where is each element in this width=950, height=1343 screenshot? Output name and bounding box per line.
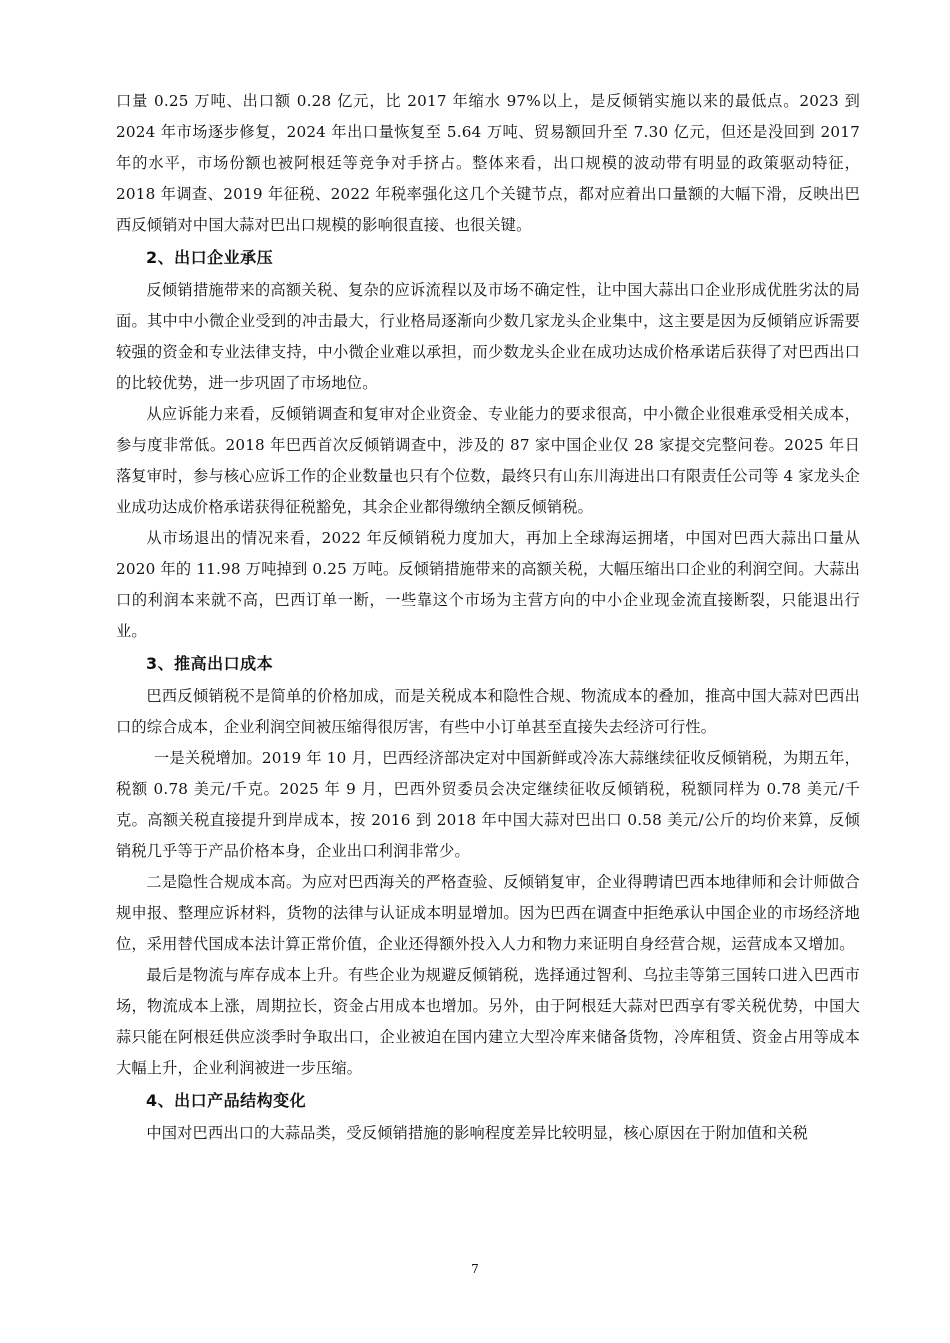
- page-number: 7: [471, 1262, 479, 1276]
- section-heading-4: 4、出口产品结构变化: [146, 1091, 307, 1110]
- section-heading-2: 2、出口企业承压: [146, 248, 274, 267]
- section-heading-3: 3、推高出口成本: [146, 654, 274, 673]
- paragraph-continued: 口量 0.25 万吨、出口额 0.28 亿元，比 2017 年缩水 97%以上，是反倾销实施以来的最低点。2023 到 2024 年市场逐步修复，2024 年出口量恢复至 5.64 万吨、贸易额回升至 7.30 亿元，但还是没回到 2017 年的水平，市场份额也被阿根廷等竞争对手挤占。整体来看，出口规模的波动带有明显的政策驱动特征，2018 年调查、2019 年征税、2022 年税率强化这几个关键节点，都对应着出口量额的大幅下滑，反映出巴西反倾销对中国大蒜对巴出口规模的影响很直接、也很关键。: [116, 92, 860, 234]
- document-body: [116, 86, 860, 1149]
- section3-paragraph-4: 最后是物流与库存成本上升。有些企业为规避反倾销税，选择通过智利、乌拉圭等第三国转口进入巴西市场，物流成本上涨，周期拉长，资金占用成本也增加。另外，由于阿根廷大蒜对巴西享有零关税优势，中国大蒜只能在阿根廷供应淡季时争取出口，企业被迫在国内建立大型冷库来储备货物，冷库租赁、资金占用等成本大幅上升，企业利润被进一步压缩。: [116, 966, 860, 1077]
- section2-paragraph-2: 从应诉能力来看，反倾销调查和复审对企业资金、专业能力的要求很高，中小微企业很难承受相关成本，参与度非常低。2018 年巴西首次反倾销调查中，涉及的 87 家中国企业仅 28 家提交完整问卷。2025 年日落复审时，参与核心应诉工作的企业数量也只有个位数，最终只有山东川海进出口有限责任公司等 4 家龙头企业成功达成价格承诺获得征税豁免，其余企业都得缴纳全额反倾销税。: [116, 405, 860, 516]
- section3-paragraph-2: 一是关税增加。2019 年 10 月，巴西经济部决定对中国新鲜或冷冻大蒜继续征收反倾销税，为期五年，税额 0.78 美元/千克。2025 年 9 月，巴西外贸委员会决定继续征收反倾销税，税额同样为 0.78 美元/千克。高额关税直接提升到岸成本，按 2016 到 2018 年中国大蒜对巴出口 0.58 美元/公斤的均价来算，反倾销税几乎等于产品价格本身，企业出口利润非常少。: [116, 749, 860, 860]
- section2-paragraph-1: 反倾销措施带来的高额关税、复杂的应诉流程以及市场不确定性，让中国大蒜出口企业形成优胜劣汰的局面。其中中小微企业受到的冲击最大，行业格局逐渐向少数几家龙头企业集中，这主要是因为反倾销应诉需要较强的资金和专业法律支持，中小微企业难以承担，而少数龙头企业在成功达成价格承诺后获得了对巴西出口的比较优势，进一步巩固了市场地位。: [116, 281, 860, 392]
- section3-paragraph-1: 巴西反倾销税不是简单的价格加成，而是关税成本和隐性合规、物流成本的叠加，推高中国大蒜对巴西出口的综合成本，企业利润空间被压缩得很厉害，有些中小订单甚至直接失去经济可行性。: [116, 687, 860, 736]
- section4-paragraph-1: 中国对巴西出口的大蒜品类，受反倾销措施的影响程度差异比较明显，核心原因在于附加值和关税: [146, 1124, 809, 1142]
- section3-paragraph-3: 二是隐性合规成本高。为应对巴西海关的严格查验、反倾销复审，企业得聘请巴西本地律师和会计师做合规申报、整理应诉材料，货物的法律与认证成本明显增加。因为巴西在调查中拒绝承认中国企业的市场经济地位，采用替代国成本法计算正常价值，企业还得额外投入人力和物力来证明自身经营合规，运营成本又增加。: [116, 873, 860, 953]
- section2-paragraph-3: 从市场退出的情况来看，2022 年反倾销税力度加大，再加上全球海运拥堵，中国对巴西大蒜出口量从 2020 年的 11.98 万吨掉到 0.25 万吨。反倾销措施带来的高额关税，大幅压缩出口企业的利润空间。大蒜出口的利润本来就不高，巴西订单一断，一些靠这个市场为主营方向的中小企业现金流直接断裂，只能退出行业。: [116, 529, 860, 640]
